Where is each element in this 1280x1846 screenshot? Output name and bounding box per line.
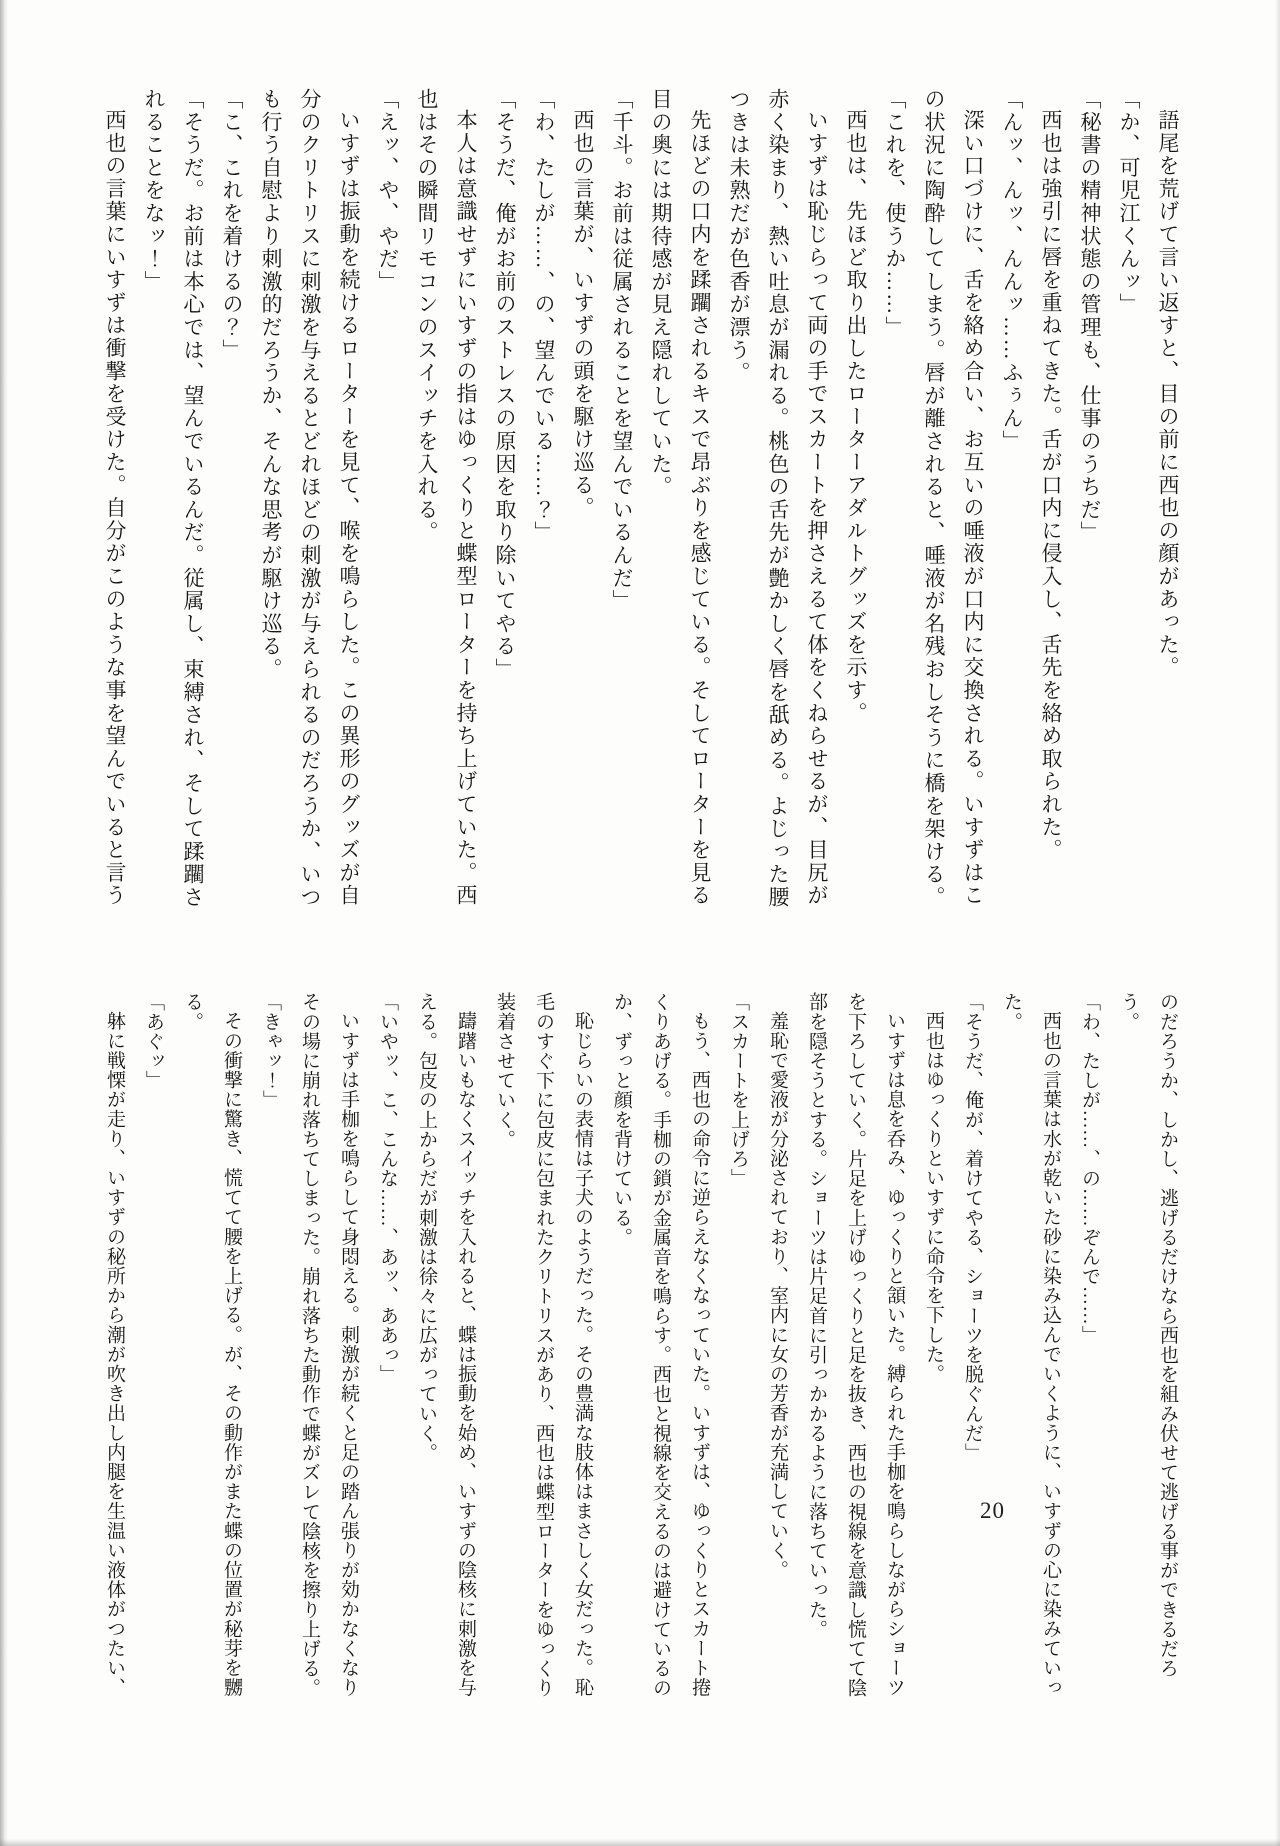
paragraph-narration: 恥じらいの表情は子犬のようだった。その豊満な肢体はまさしく女だった。恥毛のすぐ下に包皮に包まれたクリトリスがあり、西也は蝶型ローターをゆっくり装着させていく。 (494, 992, 593, 1698)
paragraph-dialogue: 「秘書の精神状態の管理も、仕事のうちだ」 (1078, 88, 1102, 544)
paragraph-narration: 本人は意識せずにいすずの指はゆっくりと蝶型ローターを持ち上げていた。西也はその瞬間リモコンのスイッチを入れる。 (415, 88, 478, 907)
paragraph-dialogue: 「これを、使うか……」 (883, 88, 907, 339)
page-number: 20 (980, 1498, 1005, 1523)
paragraph-dialogue: 「いやッ、こ、こんな……、あッ、ああっ」 (377, 992, 398, 1384)
paragraph-narration: いすずは息を呑み、ゆっくりと頷いた。縛られた手枷を鳴らしながらショーツを下ろしていく。片足を上げゆっくりと足を抜き、西也の視線を意識し慌てて陰部を隠そうとする。ショーツは片足首に引っかかるように落ちていった。 (806, 992, 905, 1698)
paragraph-continuation: のだろうか、しかし、逃げるだけなら西也を組み伏せて逃げる事ができるだろう。 (1118, 992, 1178, 1678)
paragraph-dialogue: 「んッ、んッ、んんッ……ふぅん」 (1000, 88, 1024, 453)
paragraph-narration: 先ほどの口内を蹂躙されるキスで昂ぶりを感じている。そしてローターを見る目の奥には期待感が見え隠れしていた。 (649, 88, 712, 907)
paragraph-narration: 躰に戦慄が走り、いすずの秘所から潮が吹き出し内腿を生温い液体がつたい、 (104, 1011, 125, 1697)
paragraph-narration: いすずは振動を続けるローターを見て、喉を鳴らした。この異形のグッズが自分のクリトリスに刺激を与えるとどれほどの刺激が与えられるのだろうか、いつも行う自慰より刺激的だろうか、そんな思考が駆け巡る。 (259, 88, 361, 909)
paragraph-dialogue: 「そうだ。お前は本心では、望んでいるんだ。従属し、束縛され、そして蹂躙されることをなッ！」 (142, 88, 205, 909)
paragraph-dialogue: 「か、可児江くんッ」 (1117, 88, 1141, 316)
bottom-text-block (95, 992, 1187, 1700)
paragraph-dialogue: 「わ、たしが……、の、望んでいる……？」 (532, 88, 556, 544)
paragraph-narration: 語尾を荒げて言い返すと、目の前に西也の顔があった。 (1156, 109, 1180, 679)
paragraph-dialogue: 「きゃッ！」 (260, 992, 281, 1110)
paragraph-dialogue: 「そうだ、俺がお前のストレスの原因を取り除いてやる」 (493, 88, 517, 681)
paragraph-narration: 西也の言葉にいすずは衝撃を受けた。自分がこのような事を望んでいると言う (103, 109, 127, 907)
paragraph-narration: いすずは手枷を鳴らして身悶える。刺激が続くと足の踏ん張りが効かなくなりその場に崩れ落ちてしまった。崩れ落ちた動作で蝶がズレて陰核を擦り上げる。 (299, 992, 359, 1698)
paragraph-dialogue: 「あぐッ」 (143, 992, 164, 1090)
scan-edge-left (0, 0, 8, 1846)
top-text-block (95, 88, 1187, 910)
paragraph-dialogue: 「千斗。お前は従属されることを望んでいるんだ」 (610, 88, 634, 613)
paragraph-narration: 西也は強引に唇を重ねてきた。舌が口内に侵入し、舌先を絡め取られた。 (1039, 109, 1063, 862)
paragraph-dialogue: 「わ、たしが……、の……ぞんで……」 (1079, 992, 1100, 1345)
paragraph-narration: その衝撃に驚き、慌てて腰を上げる。が、その動作がまた蝶の位置が秘芽を嬲る。 (182, 992, 242, 1697)
paragraph-narration: もう、西也の命令に逆らえなくなっていた。いすずは、ゆっくりとスカート捲くりあげる。手枷の鎖が金属音を鳴らす。西也と視線を交えるのは避けているのか、ずっと顔を背けている。 (611, 992, 710, 1698)
paragraph-narration: いすずは恥じらって両の手でスカートを押さえるて体をくねらせるが、目尻が赤く染まり、熱い吐息が漏れる。桃色の舌先が艶かしく唇を舐める。よじった腰つきは未熟だが色香が漂う。 (727, 88, 829, 909)
paragraph-narration: 西也はゆっくりといすずに命令を下した。 (923, 1011, 944, 1384)
paragraph-narration: 躊躇いもなくスイッチを入れると、蝶は振動を始め、いすずの陰核に刺激を与える。包皮の上からだが刺激は徐々に広がっていく。 (416, 992, 476, 1697)
paragraph-dialogue: 「こ、これを着けるの？」 (220, 88, 244, 362)
paragraph-narration: 羞恥で愛液が分泌されており、室内に女の芳香が充満していく。 (767, 1011, 788, 1580)
paragraph-narration: 深い口づけに、舌を絡め合い、お互いの唾液が口内に交換される。いすずはこの状況に陶酔してしまう。唇が離されると、唾液が名残おしそうに橋を架ける。 (922, 88, 985, 909)
paragraph-dialogue: 「そうだ、俺が、着けてやる、ショーツを脱ぐんだ」 (962, 992, 983, 1463)
paragraph-dialogue: 「スカートを上げろ」 (728, 992, 749, 1188)
scan-edge-right (1275, 0, 1280, 1846)
paragraph-dialogue: 「えッ、や、やだ」 (376, 88, 400, 294)
paragraph-narration: 西也の言葉が、いすずの頭を駆け巡る。 (571, 109, 595, 520)
scan-edge-bottom (0, 1839, 1280, 1846)
paragraph-narration: 西也は、先ほど取り出したローターアダルトグッズを示す。 (844, 109, 868, 725)
paragraph-narration: 西也の言葉は水が乾いた砂に染み込んでいくように、いすずの心に染みていった。 (1001, 992, 1061, 1697)
